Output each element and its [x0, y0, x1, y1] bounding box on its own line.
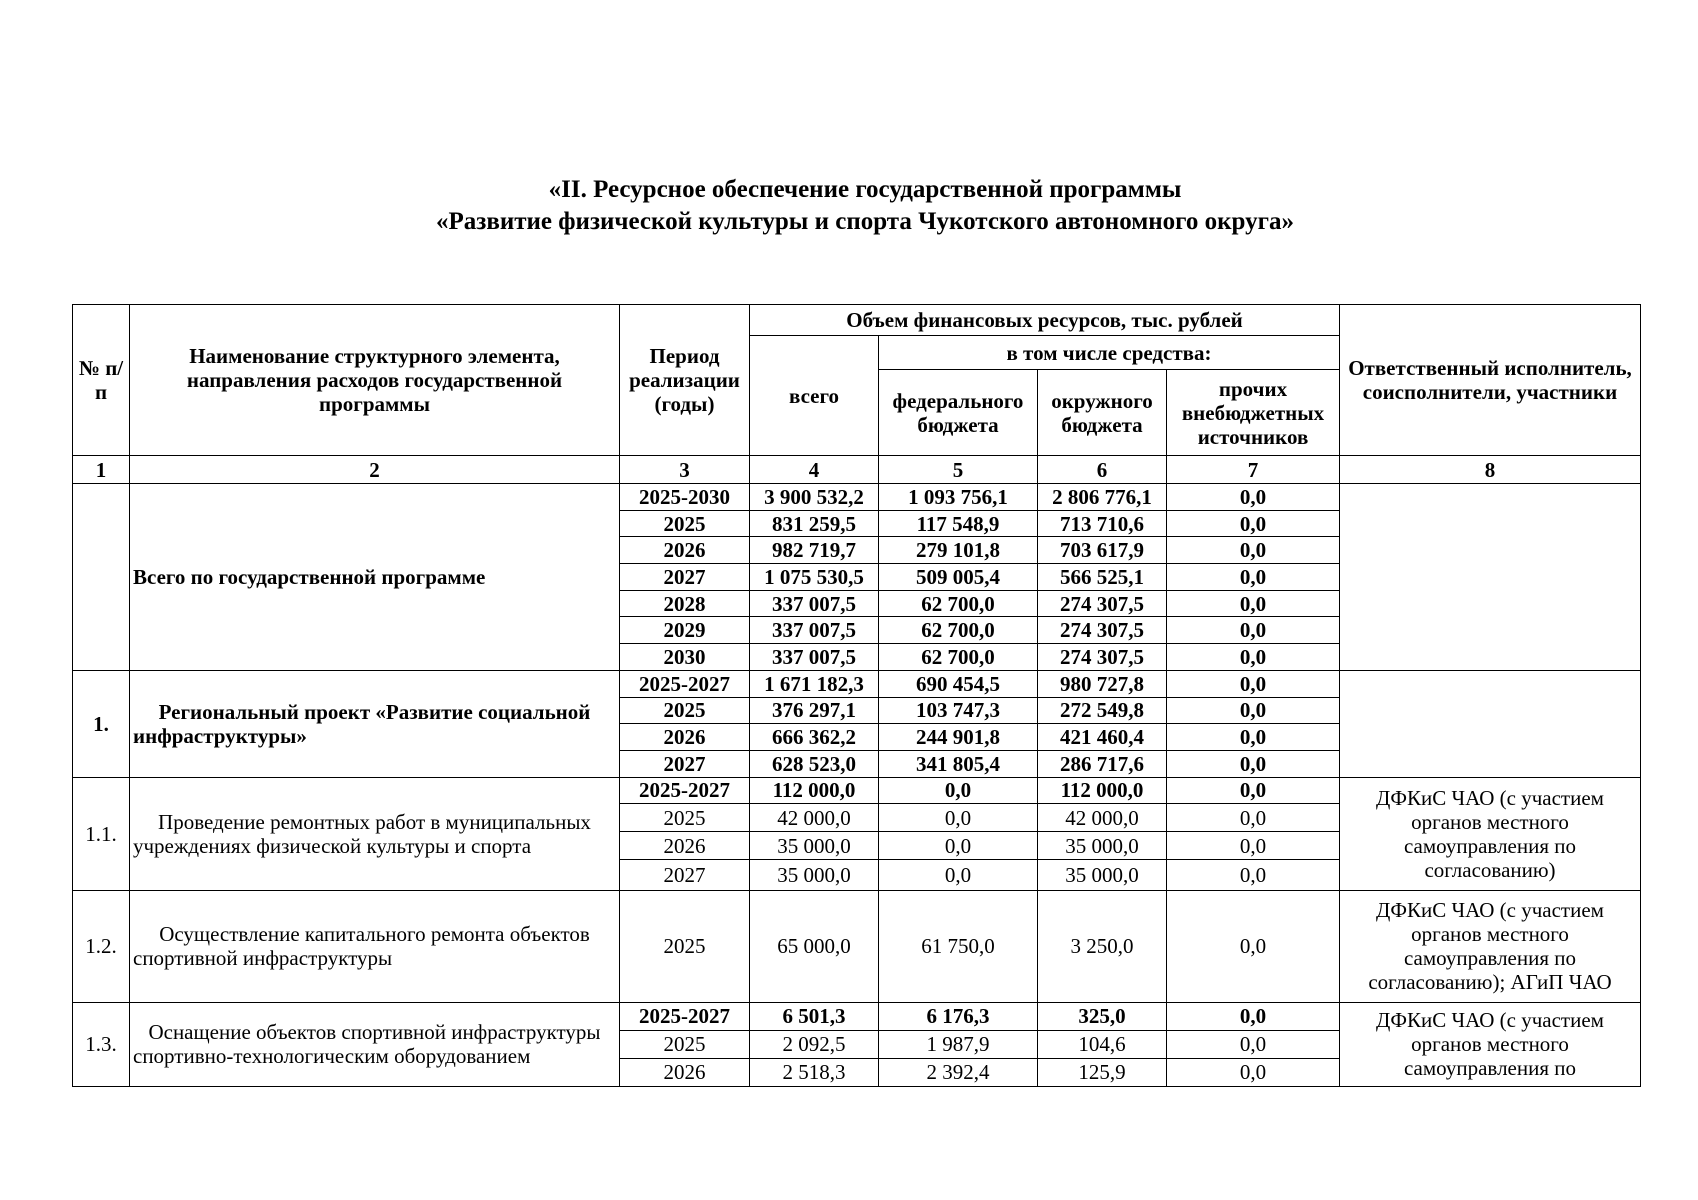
resource-table: [72, 304, 1641, 1087]
col-number: 2: [130, 456, 620, 484]
federal-cell: 0,0: [879, 777, 1038, 804]
total-cell: 337 007,5: [750, 644, 879, 671]
federal-cell: 62 700,0: [879, 590, 1038, 617]
period-cell: 2027: [620, 860, 750, 891]
period-cell: 2025-2030: [620, 484, 750, 511]
district-cell: 35 000,0: [1038, 860, 1167, 891]
district-cell: 272 549,8: [1038, 697, 1167, 724]
federal-cell: 1 987,9: [879, 1030, 1038, 1058]
federal-cell: 2 392,4: [879, 1058, 1038, 1086]
district-cell: 104,6: [1038, 1030, 1167, 1058]
row-number: 1.1.: [73, 777, 130, 890]
column-number-row: [73, 456, 1641, 484]
total-cell: 337 007,5: [750, 590, 879, 617]
header-resp: Ответственный исполнитель, соисполнители, участники: [1340, 305, 1641, 456]
total-cell: 628 523,0: [750, 750, 879, 777]
table-row: [73, 777, 1641, 804]
header-incl: в том числе средства:: [879, 336, 1340, 370]
project-name: Региональный проект «Развитие социальной инфраструктуры»: [130, 670, 620, 777]
col-number: 4: [750, 456, 879, 484]
district-cell: 42 000,0: [1038, 804, 1167, 832]
federal-cell: 0,0: [879, 860, 1038, 891]
other-cell: 0,0: [1167, 804, 1340, 832]
period-cell: 2025-2027: [620, 670, 750, 697]
other-cell: 0,0: [1167, 724, 1340, 751]
other-cell: 0,0: [1167, 1002, 1340, 1030]
total-cell: 831 259,5: [750, 510, 879, 537]
total-cell: 35 000,0: [750, 832, 879, 860]
federal-cell: 1 093 756,1: [879, 484, 1038, 511]
period-cell: 2026: [620, 1058, 750, 1086]
district-cell: 713 710,6: [1038, 510, 1167, 537]
other-cell: 0,0: [1167, 697, 1340, 724]
period-cell: 2030: [620, 644, 750, 671]
table-row: [73, 670, 1641, 697]
project-resp-cell: [1340, 670, 1641, 777]
federal-cell: 509 005,4: [879, 564, 1038, 591]
other-cell: 0,0: [1167, 860, 1340, 891]
period-cell: 2026: [620, 537, 750, 564]
period-cell: 2025: [620, 890, 750, 1002]
title-line-1: «II. Ресурсное обеспечение государственной программы: [548, 176, 1182, 203]
federal-cell: 690 454,5: [879, 670, 1038, 697]
col-number: 3: [620, 456, 750, 484]
other-cell: 0,0: [1167, 1030, 1340, 1058]
federal-cell: 0,0: [879, 804, 1038, 832]
total-cell: 2 092,5: [750, 1030, 879, 1058]
total-cell: 2 518,3: [750, 1058, 879, 1086]
other-cell: 0,0: [1167, 617, 1340, 644]
header-federal: федерального бюджета: [879, 370, 1038, 456]
total-cell: 65 000,0: [750, 890, 879, 1002]
other-cell: 0,0: [1167, 777, 1340, 804]
total-cell: 35 000,0: [750, 860, 879, 891]
row-number: 1.2.: [73, 890, 130, 1002]
row-number: 1.3.: [73, 1002, 130, 1086]
col-number: 5: [879, 456, 1038, 484]
total-num-cell: [73, 484, 130, 671]
table-row: [73, 484, 1641, 511]
header-other: прочих внебюджетных источников: [1167, 370, 1340, 456]
col-number: 6: [1038, 456, 1167, 484]
table-row: [73, 1002, 1641, 1030]
district-cell: 325,0: [1038, 1002, 1167, 1030]
federal-cell: 244 901,8: [879, 724, 1038, 751]
period-cell: 2025: [620, 1030, 750, 1058]
district-cell: 35 000,0: [1038, 832, 1167, 860]
total-resp-cell: [1340, 484, 1641, 671]
period-cell: 2028: [620, 590, 750, 617]
table-row: [73, 890, 1641, 1002]
total-cell: 3 900 532,2: [750, 484, 879, 511]
document-title: [0, 174, 1698, 238]
total-cell: 666 362,2: [750, 724, 879, 751]
federal-cell: 103 747,3: [879, 697, 1038, 724]
federal-cell: 117 548,9: [879, 510, 1038, 537]
header-num: № п/п: [73, 305, 130, 456]
header-name: Наименование структурного элемента, направления расходов государственной программы: [130, 305, 620, 456]
other-cell: 0,0: [1167, 832, 1340, 860]
total-name: Всего по государственной программе: [130, 484, 620, 671]
col-number: 1: [73, 456, 130, 484]
total-cell: 6 501,3: [750, 1002, 879, 1030]
item-name: Осуществление капитального ремонта объектов спортивной инфраструктуры: [130, 890, 620, 1002]
district-cell: 274 307,5: [1038, 590, 1167, 617]
period-cell: 2025: [620, 510, 750, 537]
other-cell: 0,0: [1167, 510, 1340, 537]
district-cell: 3 250,0: [1038, 890, 1167, 1002]
col-number: 8: [1340, 456, 1641, 484]
other-cell: 0,0: [1167, 564, 1340, 591]
item-resp: ДФКиС ЧАО (с участием органов местного самоуправления по: [1340, 1002, 1641, 1086]
item-resp: ДФКиС ЧАО (с участием органов местного самоуправления по согласованию); АГиП ЧАО: [1340, 890, 1641, 1002]
total-cell: 42 000,0: [750, 804, 879, 832]
header-period: Период реализации (годы): [620, 305, 750, 456]
item-name: Проведение ремонтных работ в муниципальных учреждениях физической культуры и спорта: [130, 777, 620, 890]
district-cell: 980 727,8: [1038, 670, 1167, 697]
period-cell: 2025-2027: [620, 777, 750, 804]
row-number: 1.: [73, 670, 130, 777]
period-cell: 2026: [620, 724, 750, 751]
district-cell: 274 307,5: [1038, 644, 1167, 671]
federal-cell: 0,0: [879, 832, 1038, 860]
header-volume: Объем финансовых ресурсов, тыс. рублей: [750, 305, 1340, 336]
federal-cell: 341 805,4: [879, 750, 1038, 777]
federal-cell: 279 101,8: [879, 537, 1038, 564]
district-cell: 125,9: [1038, 1058, 1167, 1086]
total-cell: 337 007,5: [750, 617, 879, 644]
district-cell: 421 460,4: [1038, 724, 1167, 751]
other-cell: 0,0: [1167, 1058, 1340, 1086]
period-cell: 2029: [620, 617, 750, 644]
other-cell: 0,0: [1167, 644, 1340, 671]
federal-cell: 61 750,0: [879, 890, 1038, 1002]
federal-cell: 62 700,0: [879, 617, 1038, 644]
other-cell: 0,0: [1167, 537, 1340, 564]
period-cell: 2027: [620, 750, 750, 777]
district-cell: 112 000,0: [1038, 777, 1167, 804]
total-cell: 1 671 182,3: [750, 670, 879, 697]
total-cell: 376 297,1: [750, 697, 879, 724]
period-cell: 2027: [620, 564, 750, 591]
district-cell: 703 617,9: [1038, 537, 1167, 564]
other-cell: 0,0: [1167, 750, 1340, 777]
item-resp: ДФКиС ЧАО (с участием органов местного самоуправления по согласованию): [1340, 777, 1641, 890]
district-cell: 2 806 776,1: [1038, 484, 1167, 511]
period-cell: 2026: [620, 832, 750, 860]
header-district: окружного бюджета: [1038, 370, 1167, 456]
district-cell: 274 307,5: [1038, 617, 1167, 644]
period-cell: 2025: [620, 697, 750, 724]
other-cell: 0,0: [1167, 670, 1340, 697]
total-cell: 982 719,7: [750, 537, 879, 564]
other-cell: 0,0: [1167, 890, 1340, 1002]
period-cell: 2025: [620, 804, 750, 832]
district-cell: 286 717,6: [1038, 750, 1167, 777]
district-cell: 566 525,1: [1038, 564, 1167, 591]
period-cell: 2025-2027: [620, 1002, 750, 1030]
header-total: всего: [750, 336, 879, 456]
title-line-2: «Развитие физической культуры и спорта Чукотского автономного округа»: [436, 208, 1294, 235]
col-number: 7: [1167, 456, 1340, 484]
other-cell: 0,0: [1167, 484, 1340, 511]
other-cell: 0,0: [1167, 590, 1340, 617]
total-cell: 1 075 530,5: [750, 564, 879, 591]
federal-cell: 62 700,0: [879, 644, 1038, 671]
total-cell: 112 000,0: [750, 777, 879, 804]
item-name: Оснащение объектов спортивной инфраструктуры спортивно-технологическим оборудованием: [130, 1002, 620, 1086]
federal-cell: 6 176,3: [879, 1002, 1038, 1030]
